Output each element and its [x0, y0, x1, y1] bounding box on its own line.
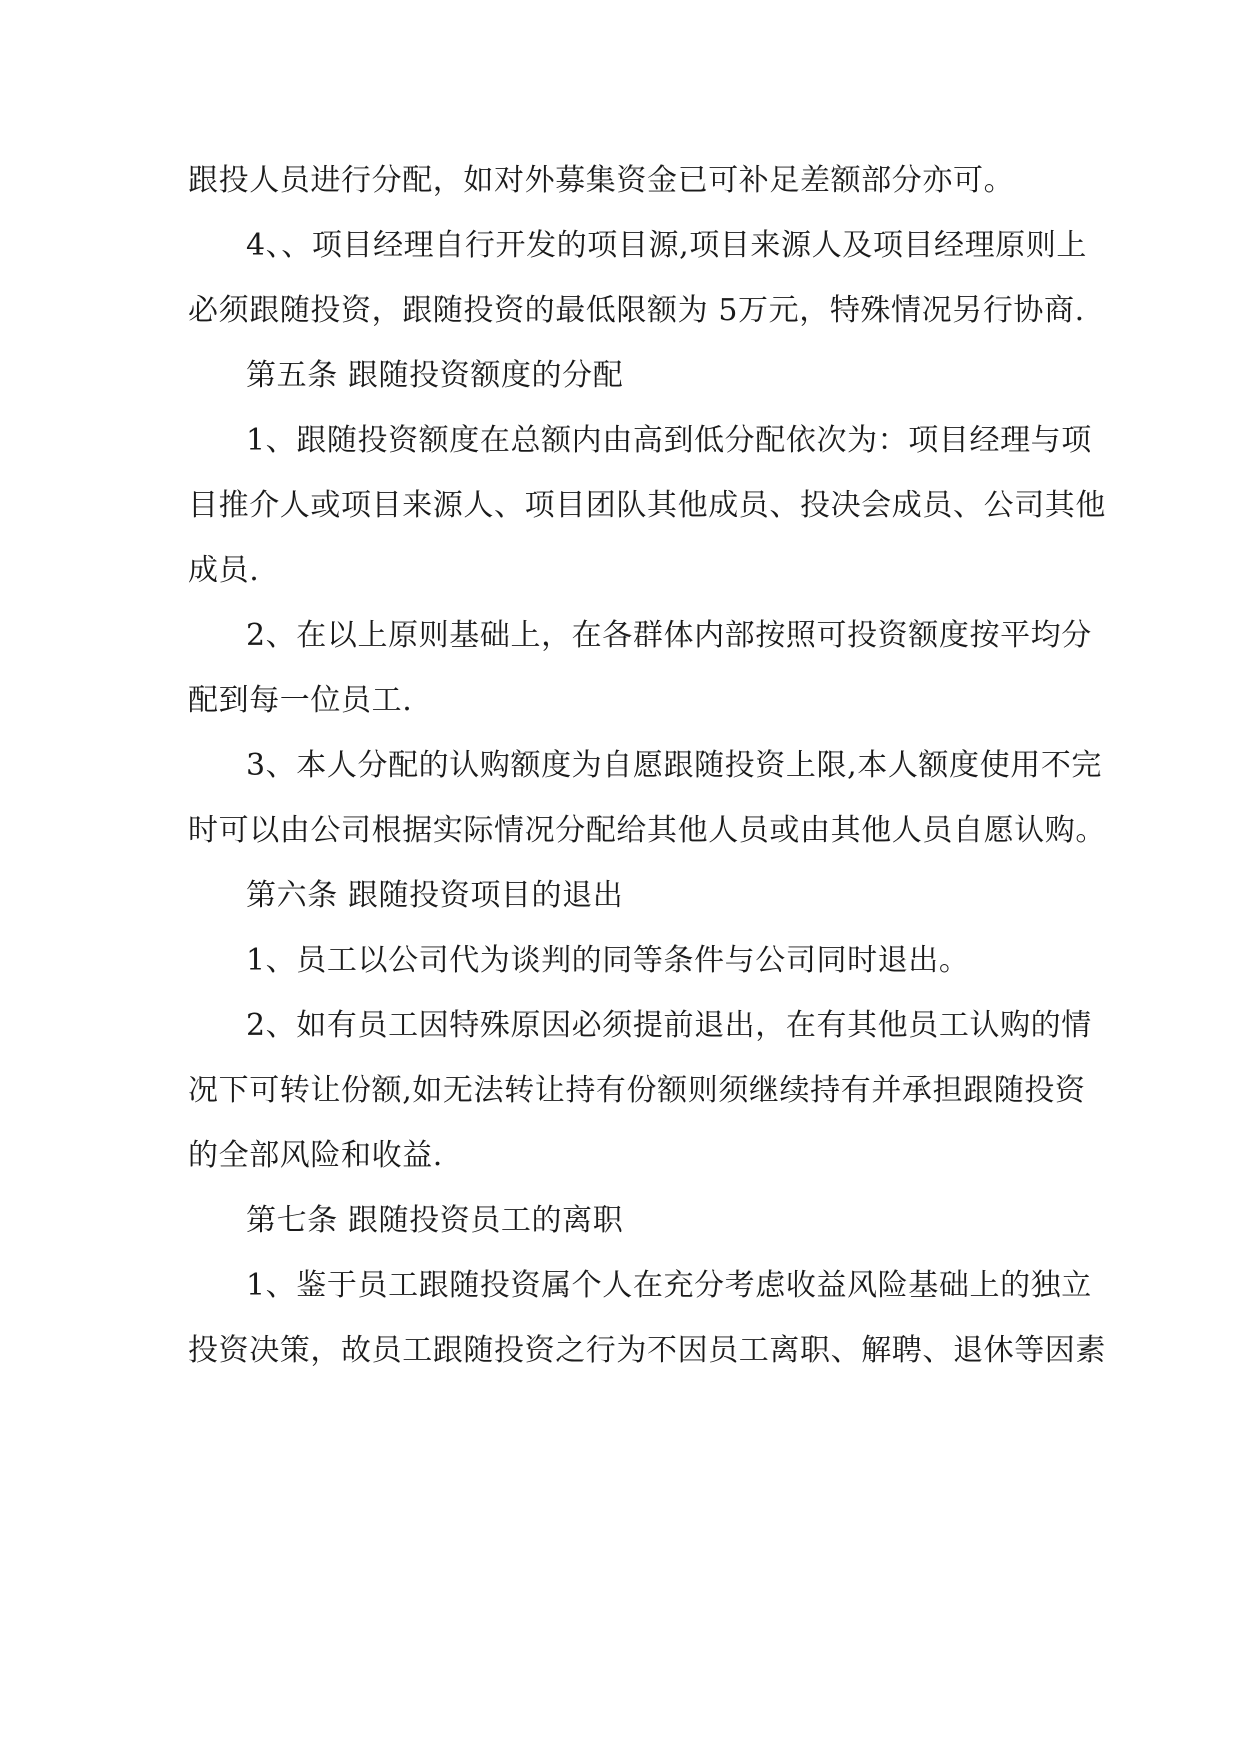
text-line: 3、本人分配的认购额度为自愿跟随投资上限,本人额度使用不完 [246, 748, 1103, 783]
text-line: 投资决策，故员工跟随投资之行为不因员工离职、解聘、退休等因素 [188, 1333, 1106, 1368]
text-line: 况下可转让份额,如无法转让持有份额则须继续持有并承担跟随投资 [188, 1073, 1086, 1108]
text-line: 1、跟随投资额度在总额内由高到低分配依次为：项目经理与项 [246, 423, 1092, 458]
text-line: 目推介人或项目来源人、项目团队其他成员、投决会成员、公司其他 [188, 488, 1106, 523]
text-line: 配到每一位员工. [188, 683, 413, 718]
text-line: 2、在以上原则基础上，在各群体内部按照可投资额度按平均分 [246, 618, 1092, 653]
section-heading: 第五条 跟随投资额度的分配 [246, 358, 624, 393]
text-line: 的全部风险和收益. [188, 1138, 443, 1173]
text-line: 成员. [188, 553, 260, 588]
text-line: 4、、项目经理自行开发的项目源,项目来源人及项目经理原则上 [246, 228, 1088, 263]
text-line: 1、鉴于员工跟随投资属个人在充分考虑收益风险基础上的独立 [246, 1268, 1092, 1303]
text-line: 跟投人员进行分配，如对外募集资金已可补足差额部分亦可。 [188, 163, 1015, 198]
section-heading: 第六条 跟随投资项目的退出 [246, 878, 624, 913]
text-line: 1、员工以公司代为谈判的同等条件与公司同时退出。 [246, 943, 970, 978]
text-line: 时可以由公司根据实际情况分配给其他人员或由其他人员自愿认购。 [188, 813, 1106, 848]
section-heading: 第七条 跟随投资员工的离职 [246, 1203, 624, 1238]
text-line: 2、如有员工因特殊原因必须提前退出，在有其他员工认购的情 [246, 1008, 1092, 1043]
text-line: 必须跟随投资，跟随投资的最低限额为 5万元，特殊情况另行协商. [188, 293, 1085, 328]
